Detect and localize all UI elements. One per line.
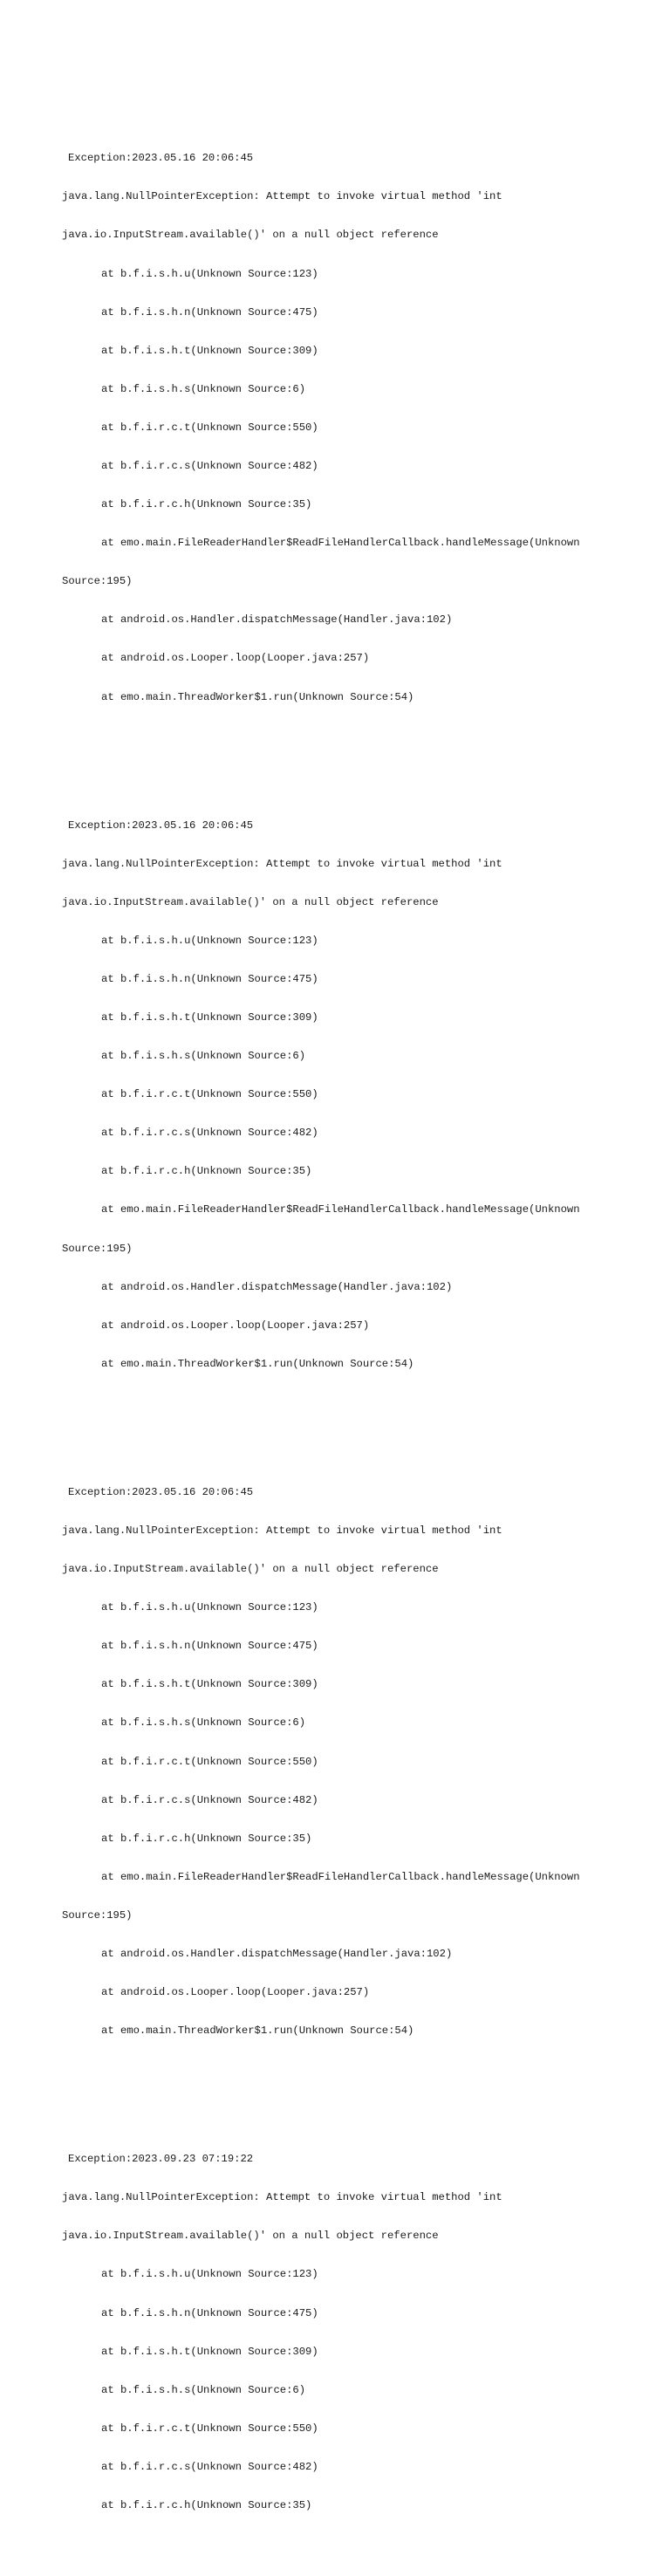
stack-frame: at android.os.Looper.loop(Looper.java:257) [101, 1319, 370, 1332]
stack-frame: at b.f.i.s.h.u(Unknown Source:123) [101, 2268, 318, 2281]
exception-message: java.lang.NullPointerException: Attempt to invoke virtual method 'int [62, 2191, 502, 2204]
exception-message: java.io.InputStream.available()' on a null object reference [62, 229, 439, 242]
stack-frame: at emo.main.FileReaderHandler$ReadFileHandlerCallback.handleMessage(Unknown [101, 1203, 580, 1216]
exception-block [62, 127, 655, 730]
stack-frame: at emo.main.FileReaderHandler$ReadFileHandlerCallback.handleMessage(Unknown [101, 537, 580, 550]
stack-frame: at b.f.i.s.h.t(Unknown Source:309) [101, 1011, 318, 1024]
stack-frame: at b.f.i.s.h.s(Unknown Source:6) [101, 2383, 306, 2396]
stack-frame: at emo.main.ThreadWorker$1.run(Unknown Source:54) [101, 2024, 414, 2038]
stack-frame: at emo.main.ThreadWorker$1.run(Unknown Source:54) [101, 690, 414, 703]
stack-frame-wrap: Source:195) [62, 575, 133, 588]
stack-frame: at b.f.i.r.c.t(Unknown Source:550) [101, 421, 318, 434]
stack-frame: at android.os.Handler.dispatchMessage(Handler.java:102) [101, 613, 453, 627]
stack-frame: at b.f.i.s.h.t(Unknown Source:309) [101, 344, 318, 357]
stack-frame: at b.f.i.s.h.n(Unknown Source:475) [101, 972, 318, 985]
stack-frame: at android.os.Looper.loop(Looper.java:257) [101, 1986, 370, 1999]
stack-frame: at b.f.i.s.h.n(Unknown Source:475) [101, 305, 318, 319]
stack-frame: at b.f.i.r.c.h(Unknown Source:35) [101, 498, 312, 511]
exception-log [62, 75, 655, 2576]
exception-block [62, 793, 655, 1396]
stack-frame: at b.f.i.r.c.s(Unknown Source:482) [101, 459, 318, 472]
stack-frame: at android.os.Looper.loop(Looper.java:257) [101, 652, 370, 665]
exception-header: Exception:2023.05.16 20:06:45 [68, 1485, 254, 1498]
stack-frame: at b.f.i.s.h.t(Unknown Source:309) [101, 1678, 318, 1691]
stack-frame: at b.f.i.r.c.s(Unknown Source:482) [101, 1793, 318, 1806]
exception-message: java.lang.NullPointerException: Attempt to invoke virtual method 'int [62, 1524, 502, 1537]
stack-frame: at emo.main.FileReaderHandler$ReadFileHandlerCallback.handleMessage(Unknown [101, 1870, 580, 1883]
stack-frame: at b.f.i.s.h.s(Unknown Source:6) [101, 382, 306, 395]
stack-frame: at b.f.i.r.c.t(Unknown Source:550) [101, 2422, 318, 2435]
stack-frame-wrap: Source:195) [62, 1242, 133, 1255]
stack-frame: at android.os.Handler.dispatchMessage(Handler.java:102) [101, 1947, 453, 1960]
stack-frame: at b.f.i.r.c.h(Unknown Source:35) [101, 1165, 312, 1178]
exception-header: Exception:2023.05.16 20:06:45 [68, 152, 254, 165]
exception-message: java.lang.NullPointerException: Attempt to invoke virtual method 'int [62, 857, 502, 870]
exception-header: Exception:2023.09.23 07:19:22 [68, 2153, 254, 2166]
stack-frame: at b.f.i.r.c.t(Unknown Source:550) [101, 1088, 318, 1101]
exception-message: java.io.InputStream.available()' on a null object reference [62, 895, 439, 908]
stack-frame: at b.f.i.r.c.t(Unknown Source:550) [101, 1755, 318, 1768]
stack-frame: at b.f.i.s.h.s(Unknown Source:6) [101, 1716, 306, 1730]
stack-frame: at emo.main.ThreadWorker$1.run(Unknown Source:54) [101, 1357, 414, 1370]
exception-block [62, 1460, 655, 2063]
stack-frame: at b.f.i.s.h.u(Unknown Source:123) [101, 1601, 318, 1614]
exception-message: java.lang.NullPointerException: Attempt to invoke virtual method 'int [62, 190, 502, 203]
stack-frame: at b.f.i.s.h.s(Unknown Source:6) [101, 1050, 306, 1063]
stack-frame: at b.f.i.s.h.t(Unknown Source:309) [101, 2345, 318, 2358]
stack-frame: at b.f.i.r.c.s(Unknown Source:482) [101, 1127, 318, 1140]
stack-frame: at b.f.i.r.c.h(Unknown Source:35) [101, 1832, 312, 1845]
stack-frame: at b.f.i.r.c.h(Unknown Source:35) [101, 2499, 312, 2511]
stack-frame-wrap: Source:195) [62, 1908, 133, 1922]
exception-message: java.io.InputStream.available()' on a null object reference [62, 1563, 439, 1576]
stack-frame: at b.f.i.s.h.u(Unknown Source:123) [101, 934, 318, 947]
stack-frame: at b.f.i.s.h.n(Unknown Source:475) [101, 1640, 318, 1653]
stack-frame: at b.f.i.s.h.u(Unknown Source:123) [101, 267, 318, 280]
exception-message: java.io.InputStream.available()' on a null object reference [62, 2230, 439, 2243]
stack-frame: at b.f.i.r.c.s(Unknown Source:482) [101, 2460, 318, 2473]
exception-header: Exception:2023.05.16 20:06:45 [68, 819, 254, 832]
exception-block [62, 2127, 655, 2538]
stack-frame: at android.os.Handler.dispatchMessage(Handler.java:102) [101, 1280, 453, 1293]
stack-frame: at b.f.i.s.h.n(Unknown Source:475) [101, 2306, 318, 2319]
